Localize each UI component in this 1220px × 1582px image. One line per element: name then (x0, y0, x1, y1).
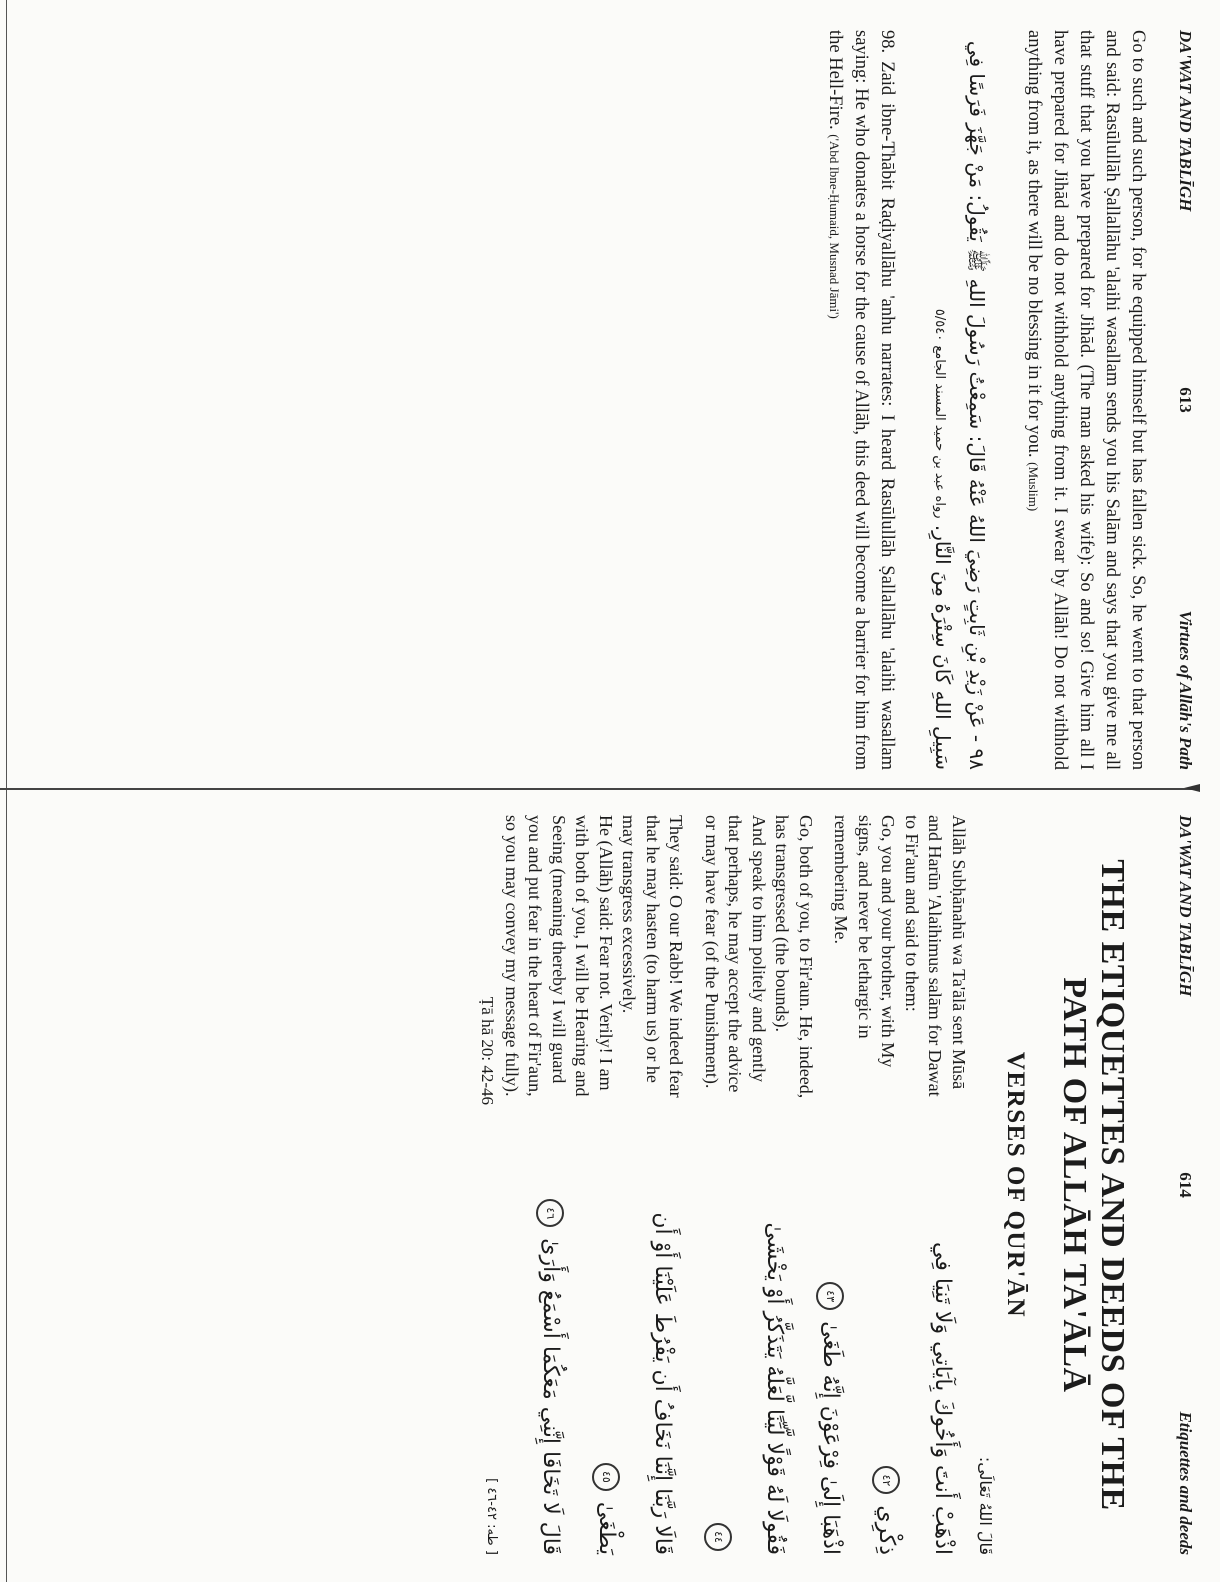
page-614 (25, 815, 1195, 1555)
arabic-verse-1 (858, 1195, 970, 1555)
page-number: 614 (1176, 1172, 1195, 1198)
page-divider (0, 788, 1200, 790)
arabic-intro: قَالَ اللهُ تَعَالَى: (976, 1456, 995, 1555)
paragraph-text: Go to such and such person, for he equipped himself but has fallen sick. So, he went to that person and said: Rasūlullāh Ṣallallāhu 'alaihi wasallam sends you his Salām and says that you give me all that stuff that you have prepared for Jihād. (The man asked his wife): So and so! Give him all I have prepared for Jihād and do not withhold anything from it. I swear by Allāh! Do not withhold anything from it, as there will be no blessing in it for you. (1024, 30, 1148, 770)
arabic-verse-4 (578, 1195, 690, 1555)
arabic-verse-reference: [ طه: ٤٢-٤٦ ] (484, 1478, 499, 1555)
hadith-arabic-text: ٩٨ - عَنْ زَيْدِ بْنِ ثَابِتٍ رَضِيَ اللهُ عَنْهُ قَالَ: سَمِعْتُ رَسُولَ اللهِ ﷺ يَقُولُ: مَنْ جَهَّزَ فَرَسًا فِي سَبِيلِ اللهِ كَانَ سِتْرَهُ مِنَ النَّارِ. (931, 40, 989, 770)
verse-translation-2: Go, both of you, to Fir'aun. He, indeed, has transgressed (the bounds). (772, 815, 816, 1099)
verse-translation-1: Go, you and your brother, with My signs, and never be lethargic in remembering Me. (831, 815, 899, 1068)
verse-translation-3: And speak to him politely and gently that perhaps, he may accept the advice or may have fear (of the Punishment). (702, 815, 769, 1093)
ayah-number-icon: ٤٢ (872, 1466, 900, 1494)
page-header (1161, 815, 1195, 1555)
page-header (1161, 30, 1195, 770)
arabic-verse-text: فَقُولَا لَهُ قَوْلًا لَّيِّنًا لَّعَلَّهُ يَتَذَكَّرُ أَوْ يَخْشَىٰ (762, 1222, 787, 1555)
paragraph-text: 98. Zaid ibne-Thābit Raḍiyallāhu 'anhu narrates: I heard Rasūlullāh Ṣallallāhu 'alaihi wasallam saying: He who donates a horse for the cause of Allāh, this deed will become a barrier for him from the Hell-Fire. (825, 30, 897, 770)
chapter-title-line-2: PATH OF ALLĀH TA'ĀLĀ (1056, 977, 1093, 1393)
arabic-verse-text: اذْهَبْ أَنتَ وَأَخُوكَ بِآيَاتِي وَلَا تَنِيَا فِي ذِكْرِي (874, 1242, 955, 1555)
arabic-verse-text: اذْهَبَا إِلَىٰ فِرْعَوْنَ إِنَّهُ طَغَىٰ (818, 1321, 843, 1555)
english-translation-column (476, 815, 970, 1105)
hadith-arabic-reference: رواه عبد بن حميد المسند الجامع ٥/٥٤٠ (932, 308, 947, 519)
source-citation: (Muslim) (1026, 462, 1041, 512)
running-head-left: DA'WAT AND TABLĪGH (1176, 815, 1195, 997)
arabic-verse-2 (802, 1195, 858, 1555)
ayah-number-icon: ٤٣ (816, 1282, 844, 1310)
hadith-98-translation (821, 30, 900, 770)
ayah-number-icon: ٤٤ (704, 1523, 732, 1551)
arabic-verse-3 (690, 1195, 802, 1555)
page-613 (25, 30, 1195, 770)
arabic-verse-5 (463, 1195, 578, 1555)
page-number: 613 (1176, 387, 1195, 413)
running-head-left: DA'WAT AND TABLĪGH (1176, 30, 1195, 212)
scan-left-edge (6, 0, 7, 1582)
arabic-verse-text: قَالَ لَا تَخَافَا إِنَّنِي مَعَكُمَا أَسْمَعُ وَأَرَىٰ (538, 1238, 563, 1555)
arabic-verses-column (463, 1195, 970, 1555)
paragraph-continuation (1020, 30, 1151, 770)
running-head-right: Etiquettes and deeds (1176, 1411, 1195, 1555)
arabic-verse-text: قَالَا رَبَّنَا إِنَّنَا نَخَافُ أَن يَفْرُطَ عَلَيْنَا أَوْ أَن يَطْغَىٰ (594, 1212, 675, 1555)
verse-translation-4: They said: O our Rabb! We indeed fear that he may hasten (to harm us) or he may transgress excessively. (619, 815, 687, 1098)
hadith-arabic (922, 30, 994, 770)
verse-translation-5: He (Allāh) said: Fear not. Verily! I am with both of you, I will be Hearing and Seeing (meaning thereby I will guard you and put fear in the heart of Fir'aun, so you may convey my message fully). (502, 815, 616, 1097)
running-head-right: Virtues of Allāh's Path (1176, 610, 1195, 770)
verse-intro: Allāh Subḥānahū wa Ta'ālā sent Mūsā and Harūn 'Alaihimus salām for Dawat to Fir'aun and said to them: (902, 815, 969, 1097)
verse-citation: Ṭā hā 20: 42-46 (478, 996, 498, 1105)
ayah-number-icon: ٤٥ (592, 1463, 620, 1491)
divider-arrow (1184, 784, 1200, 792)
section-heading: VERSES OF QUR'ĀN (1002, 1051, 1029, 1319)
source-citation: ('Abd Ibne-Ḥumaid, Musnad Jāmi') (827, 134, 842, 319)
chapter-title-line-1: THE ETIQUETTES AND DEEDS OF THE (1094, 859, 1131, 1511)
verses-block (463, 815, 970, 1555)
ayah-number-icon: ٤٦ (536, 1199, 564, 1227)
chapter-title (1055, 815, 1131, 1555)
